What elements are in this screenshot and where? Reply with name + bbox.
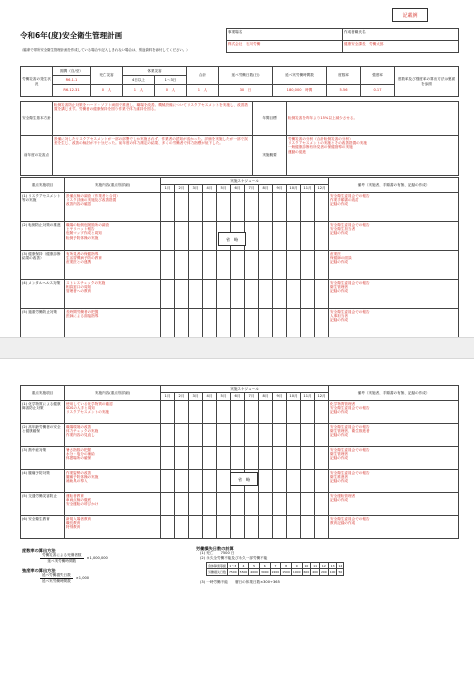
month-cell (245, 251, 259, 280)
focus-item-name: (1) リスクアセスメント等の実施 (21, 193, 65, 222)
frequency-rate-label: 度数率 (327, 67, 361, 85)
month-cell (315, 309, 329, 338)
month-cell (259, 251, 273, 280)
month-cell (189, 516, 203, 539)
month-cell (301, 516, 315, 539)
month-cell (273, 493, 287, 516)
focus-item-name: (3) 健康保持（健康診断結果の改善） (21, 251, 65, 280)
month-cell (231, 251, 245, 280)
rate-remarks: 度数率及び強度率の算出方法は裏面を参照 (395, 67, 459, 97)
month-cell (203, 222, 217, 251)
loss-days-cell: 600 (303, 569, 310, 574)
month-header: 3月 (189, 393, 203, 401)
month-cell (301, 424, 315, 447)
severity-numerator: 延べ労働損失日数 (42, 573, 71, 577)
month-cell (315, 401, 329, 424)
focus-item-remarks: 産業医 保健師の面談 記録の作成 (329, 251, 459, 280)
month-header: 4月 (203, 185, 217, 193)
month-header: 6月 (231, 185, 245, 193)
month-header: 2月 (175, 185, 189, 193)
period-to: R6.12.31 (53, 85, 91, 97)
deaths-label: 死亡災害 (91, 67, 123, 85)
month-cell (245, 309, 259, 338)
page-note: （脇命で帯所安全衛生管理計画を作成している場合や記入しきれない場合は、別途資料を添付してください。） (20, 48, 190, 52)
month-cell (245, 516, 259, 539)
month-header: 12月 (315, 185, 329, 193)
month-cell (217, 493, 231, 516)
month-cell (301, 470, 315, 493)
month-cell (301, 251, 315, 280)
month-header: 11月 (301, 185, 315, 193)
month-cell (273, 222, 287, 251)
focus-item-name: (4) 腰痛予防対策 (21, 470, 65, 493)
month-cell (231, 516, 245, 539)
loss-days-cell: 200 (320, 569, 327, 574)
month-cell (203, 447, 217, 470)
loss-days-cell: 2200 (271, 569, 280, 574)
month-cell (189, 280, 203, 309)
month-cell (231, 309, 245, 338)
stats-table (20, 66, 459, 97)
month-cell (301, 309, 315, 338)
month-cell (301, 401, 315, 424)
month-cell (273, 309, 287, 338)
month-cell (231, 280, 245, 309)
schedule-header: 実施スケジュール (161, 178, 329, 185)
month-cell (259, 280, 273, 309)
lost-1to3-value: 0 人 (155, 85, 187, 97)
schedule-table-page1 (20, 177, 459, 338)
schedule-row (21, 280, 459, 309)
month-cell (175, 193, 189, 222)
month-cell (287, 222, 301, 251)
focus-item-name: (6) 安全衛生教育 (21, 516, 65, 539)
focus-item-remarks: 化学物質管理者 安全衛生委員会での報告 記録の作成 (329, 401, 459, 424)
work-hours-value: 180,000 時間 (273, 85, 327, 97)
month-cell (203, 193, 217, 222)
month-cell (287, 401, 301, 424)
month-cell (189, 251, 203, 280)
frequency-rate-value: 5.56 (327, 85, 361, 97)
frequency-formula-title: 度数率の算出方法 (22, 548, 56, 553)
period-from: R6.1.1 (53, 76, 91, 85)
month-cell (217, 447, 231, 470)
month-cell (301, 280, 315, 309)
month-cell (217, 309, 231, 338)
month-cell (259, 401, 273, 424)
lost-4plus-label: 4日以上 (123, 76, 155, 85)
focus-item-header: 重点実施項目 (21, 178, 65, 193)
remarks-header: 備考（実施者、手順書の有無、記録の作成） (329, 386, 459, 401)
policy-table (20, 101, 459, 176)
loss-days-cell: 1000 (292, 569, 301, 574)
month-cell (287, 193, 301, 222)
month-cell (203, 516, 217, 539)
month-cell (287, 280, 301, 309)
focus-item-remarks: 安全衛生委員会での報告 作業手順書の改訂 記録の作成 (329, 193, 459, 222)
month-cell (287, 493, 301, 516)
page-separator (0, 337, 474, 359)
grade-cell: 10 (302, 563, 311, 569)
focus-item-content: 設備点検の調査（作業者と合同） リスク評価の実施及び改善措置 改善内容の確認 (65, 193, 161, 222)
month-cell (259, 447, 273, 470)
month-cell (287, 424, 301, 447)
focus-item-content: 使用している化学物質の確認 SDSの入手と周知 リスクアセスメントの実施 (65, 401, 161, 424)
lost-time-label: 休業災害 (123, 67, 187, 76)
month-cell (259, 222, 273, 251)
focus-item-content: 有所見者の保健指導 生活習慣病予防の教育 産業医との連携 (65, 251, 161, 280)
loss-days-cell: 3000 (260, 569, 269, 574)
month-cell (217, 251, 231, 280)
focus-item-remarks: 安全衛生委員会での報告 衛生管理者 記録の作成 (329, 447, 459, 470)
month-cell (259, 424, 273, 447)
severity-rate-value: 0.17 (361, 85, 395, 97)
month-cell (287, 516, 301, 539)
focus-item-name: (3) 熱中症対策 (21, 447, 65, 470)
total-value: 1 人 (187, 85, 219, 97)
focus-item-remarks: 安全衛生委員会での報告 人事担当者 記録の作成 (329, 309, 459, 338)
month-cell (161, 251, 175, 280)
month-cell (273, 251, 287, 280)
month-cell (189, 493, 203, 516)
office-table (226, 28, 459, 53)
schedule-row (21, 493, 459, 516)
month-cell (175, 280, 189, 309)
grade-cell: 7 (270, 563, 281, 569)
month-header: 1月 (161, 185, 175, 193)
month-cell (175, 470, 189, 493)
month-cell (217, 424, 231, 447)
month-cell (287, 309, 301, 338)
formula-block-right (196, 546, 458, 585)
month-cell (175, 447, 189, 470)
month-cell (203, 280, 217, 309)
month-cell (217, 401, 231, 424)
schedule-row (21, 193, 459, 222)
focus-item-name: (4) メンタルヘルス対策 (21, 280, 65, 309)
deaths-value: 0 人 (91, 85, 123, 97)
month-cell (245, 222, 259, 251)
month-cell (273, 470, 287, 493)
loss-days-cell: 1500 (282, 569, 290, 574)
month-cell (161, 222, 175, 251)
loss-days-cell: 7500 (229, 569, 237, 574)
schedule-table-page2 (20, 385, 459, 539)
omitted-stamp-page1: 省 略 (218, 232, 246, 246)
month-cell (175, 424, 189, 447)
grade-cell: 5 (249, 563, 260, 569)
loss-days-cell: 100 (329, 569, 336, 574)
loss-days-cell: 5500 (239, 569, 248, 574)
grade-cell: 9 (291, 563, 302, 569)
month-cell (315, 251, 329, 280)
grade-cell: 6 (259, 563, 270, 569)
month-cell (161, 309, 175, 338)
severity-multiplier: ×1,000 (75, 576, 90, 580)
month-cell (203, 424, 217, 447)
month-cell (315, 516, 329, 539)
focus-item-remarks: 安全衛生委員会での報告 衛生管理者 記録の作成 (329, 280, 459, 309)
focus-item-content: ストレスチェックの実施 相談窓口の周知 管理者への教育 (65, 280, 161, 309)
month-cell (259, 309, 273, 338)
month-header: 1月 (161, 393, 175, 401)
month-cell (217, 280, 231, 309)
loss-days-title: 労働損失日数の計算 (196, 546, 234, 551)
month-cell (315, 470, 329, 493)
severity-formula-title: 強度率の算出方法 (22, 568, 56, 573)
loss-days-cell: 50 (338, 569, 343, 574)
month-cell (301, 193, 315, 222)
focus-item-name: (2) 高年齢労働者の安全と健康確保 (21, 424, 65, 447)
month-cell (175, 222, 189, 251)
month-cell (189, 222, 203, 251)
month-header: 9月 (273, 393, 287, 401)
frequency-denominator: 延べ実労働時間数 (47, 559, 77, 563)
month-cell (175, 309, 189, 338)
month-header: 9月 (273, 185, 287, 193)
period-label: 期間（自/至） (53, 67, 91, 76)
focus-item-remarks: 安全衛生委員会での報告 安全衛生担当者 記録の作成 (329, 222, 459, 251)
focus-item-content: 作業姿勢の改善 腰痛予防体操の実施 補助具の導入 (65, 470, 161, 493)
focus-item-name: (2) 転倒防止対策の推進 (21, 222, 65, 251)
month-cell (287, 470, 301, 493)
month-header: 4月 (203, 393, 217, 401)
month-cell (217, 516, 231, 539)
lost-4plus-value: 1 人 (123, 85, 155, 97)
office-name-label: 事業場名 (227, 29, 343, 41)
month-cell (161, 424, 175, 447)
month-cell (259, 493, 273, 516)
month-header: 7月 (245, 185, 259, 193)
schedule-row (21, 424, 459, 447)
month-cell (189, 470, 203, 493)
schedule-row (21, 401, 459, 424)
grade-cell: 8 (281, 563, 292, 569)
focus-item-remarks: 安全衛生委員会での報告 衛生推進者 記録の作成 (329, 470, 459, 493)
month-cell (189, 401, 203, 424)
month-cell (245, 424, 259, 447)
month-cell (189, 424, 203, 447)
month-cell (175, 401, 189, 424)
month-header: 10月 (287, 393, 301, 401)
focus-item-header: 重点実施項目 (21, 386, 65, 401)
month-header: 12月 (315, 393, 329, 401)
annual-goal-text: 転倒災害を昨年より15%以上減少させる。 (287, 102, 459, 136)
month-cell (245, 280, 259, 309)
focus-item-content: 長時間労働者の把握 医師による面接指導 (65, 309, 161, 338)
remarks-header: 備考（実施者、手順書の有無、記録の作成） (329, 178, 459, 193)
month-cell (273, 447, 287, 470)
page-title: 令和6年(度)安全衛生管理計画 (20, 31, 123, 40)
month-cell (301, 493, 315, 516)
month-cell (273, 401, 287, 424)
month-cell (231, 424, 245, 447)
month-header: 11月 (301, 393, 315, 401)
schedule-row (21, 447, 459, 470)
month-cell (161, 280, 175, 309)
lost-1to3-label: 1〜3日 (155, 76, 187, 85)
month-cell (287, 447, 301, 470)
month-header: 10月 (287, 185, 301, 193)
grade-cell: 1〜3 (229, 563, 237, 568)
focus-item-name: (5) 交通労働災害防止 (21, 493, 65, 516)
loss-line-temporary: (3) 一時労働不能 暦日の休業日数×300÷365 (200, 579, 280, 584)
creator-label: 作成者職氏名 (343, 29, 459, 41)
focus-item-content: 運転者教育 車両点検の徹底 安全運転の呼びかけ (65, 493, 161, 516)
month-cell (161, 401, 175, 424)
month-cell (273, 280, 287, 309)
month-cell (189, 309, 203, 338)
month-cell (315, 424, 329, 447)
previous-issues-text: 設備に対したリスクアセスメントが一部の部署でしか実施されず、作業者の認知が浅かった。評価を実施したが一部で誤差を生じ、改善の検討が不十分だった。前年度の体力測定の結果、多くの労働者で体力指標が低下した。 (53, 136, 253, 176)
month-cell (273, 516, 287, 539)
frequency-numerator: 労働災害による死傷者数 (42, 553, 82, 557)
loss-days-cell: 400 (312, 569, 318, 574)
disability-grade-table (206, 562, 344, 576)
month-cell (273, 424, 287, 447)
work-hours-label: 延べ実労働時間数 (273, 67, 327, 85)
month-cell (217, 193, 231, 222)
month-cell (259, 516, 273, 539)
severity-rate-label: 強度率 (361, 67, 395, 85)
previous-issues-label: 前年度の災害点 (21, 136, 53, 176)
grade-cell: 11 (311, 563, 320, 569)
month-cell (245, 193, 259, 222)
month-cell (245, 493, 259, 516)
month-cell (203, 470, 217, 493)
policy-label: 安全衛生基本方針 (21, 102, 53, 136)
month-cell (315, 193, 329, 222)
month-cell (175, 516, 189, 539)
month-cell (161, 516, 175, 539)
grade-cell: 12 (319, 563, 328, 569)
month-cell (161, 193, 175, 222)
month-cell (217, 470, 231, 493)
month-cell (231, 493, 245, 516)
month-cell (315, 222, 329, 251)
focus-item-remarks: 安全衛生委員会での報告 教育記録の作成 (329, 516, 459, 539)
schedule-header: 実施スケジュール (161, 386, 329, 393)
month-cell (231, 193, 245, 222)
month-cell (301, 222, 315, 251)
month-cell (203, 251, 217, 280)
focus-item-content: 新規入場者教育 職長教育 特別教育 (65, 516, 161, 539)
month-header: 5月 (217, 185, 231, 193)
severity-denominator: 延べ実労働時間数 (42, 579, 71, 583)
month-header: 2月 (175, 393, 189, 401)
month-cell (231, 447, 245, 470)
month-cell (315, 447, 329, 470)
policy-text: 転倒災害防止対策をハード・ソフト両面で推進し、職場を改善。機械設備についてリスクアセスメントを実施し、改善措置を講じます。労働者の健康保持を図り作業で体力維持を図る。 (53, 102, 253, 136)
focus-item-remarks: 安全運転管理者 記録の作成 (329, 493, 459, 516)
annual-goal-label: 年間目標 (253, 102, 287, 136)
month-cell (287, 251, 301, 280)
month-cell (259, 470, 273, 493)
month-cell (161, 447, 175, 470)
month-cell (203, 309, 217, 338)
month-cell (203, 401, 217, 424)
schedule-row (21, 309, 459, 338)
month-header: 5月 (217, 393, 231, 401)
content-header: 実施内容(重点別詳細) (65, 386, 161, 401)
work-days-value: 30 日 (219, 85, 273, 97)
grade-label: 身体障害等級 (208, 563, 227, 568)
month-header: 7月 (245, 393, 259, 401)
schedule-row (21, 251, 459, 280)
total-label: 合計 (187, 67, 219, 85)
month-cell (245, 401, 259, 424)
focus-item-remarks: 安全衛生委員会での報告 衛生管理者、衛生推進者 記録の作成 (329, 424, 459, 447)
month-cell (175, 251, 189, 280)
month-cell (315, 493, 329, 516)
month-header: 8月 (259, 393, 273, 401)
example-badge: 記載例 (392, 8, 428, 22)
month-cell (175, 493, 189, 516)
formula-block-left (22, 548, 182, 584)
focus-items-label: 実施概要 (253, 136, 287, 176)
month-cell (273, 193, 287, 222)
work-days-label: 延べ労働日数(日) (219, 67, 273, 85)
month-cell (231, 401, 245, 424)
month-header: 3月 (189, 185, 203, 193)
loss-line-death: (1) 死亡 7500 日 (200, 551, 235, 555)
schedule-row (21, 516, 459, 539)
month-cell (301, 447, 315, 470)
month-header: 8月 (259, 185, 273, 193)
omitted-stamp-page2: 省 略 (230, 472, 258, 486)
grade-cell: 4 (238, 563, 249, 569)
creator-name: 健康安全課長 労働太郎 (343, 41, 459, 53)
grade-cell: 13 (328, 563, 337, 569)
focus-item-content: 職場の転倒危険箇所の調査 ヒヤリハット報告 危険マップ作成と周知 転倒予防体操の実施 (65, 222, 161, 251)
focus-item-content: 職場環境の改善 体力チェックの実施 作業内容の見直し (65, 424, 161, 447)
month-header: 6月 (231, 393, 245, 401)
month-cell (203, 493, 217, 516)
month-cell (189, 193, 203, 222)
loss-days-cell: 4000 (250, 569, 258, 574)
month-cell (245, 447, 259, 470)
month-cell (315, 280, 329, 309)
month-cell (259, 193, 273, 222)
loss-line-permanent: (2) 永久全労働不能及び永久一部労働不能 (200, 556, 268, 560)
grade-cell: 14 (338, 563, 343, 568)
focus-item-content: 暑さ指数の把握 水分・塩分の補給 休憩場所の確保 (65, 447, 161, 470)
month-cell (161, 493, 175, 516)
frequency-multiplier: ×1,000,000 (86, 556, 108, 560)
accident-status-label: 労働災害の発生状況 (21, 67, 53, 97)
focus-item-name: (1) 化学物質による健康障害防止対策 (21, 401, 65, 424)
content-header: 実施内容(重点別詳細) (65, 178, 161, 193)
focus-item-name: (5) 過重労働防止対策 (21, 309, 65, 338)
office-name: 株式会社 石川労働 (227, 41, 343, 53)
month-cell (161, 470, 175, 493)
loss-days-label: 労働損失日数 (208, 569, 227, 574)
focus-items-text: 労働災害の分析（合計転倒災害の分析） リスクアセスメントの実施とその改善措置の実施 一般健康診断有所見者の保健指導の実施 運動の促進 (287, 136, 459, 176)
month-cell (189, 447, 203, 470)
